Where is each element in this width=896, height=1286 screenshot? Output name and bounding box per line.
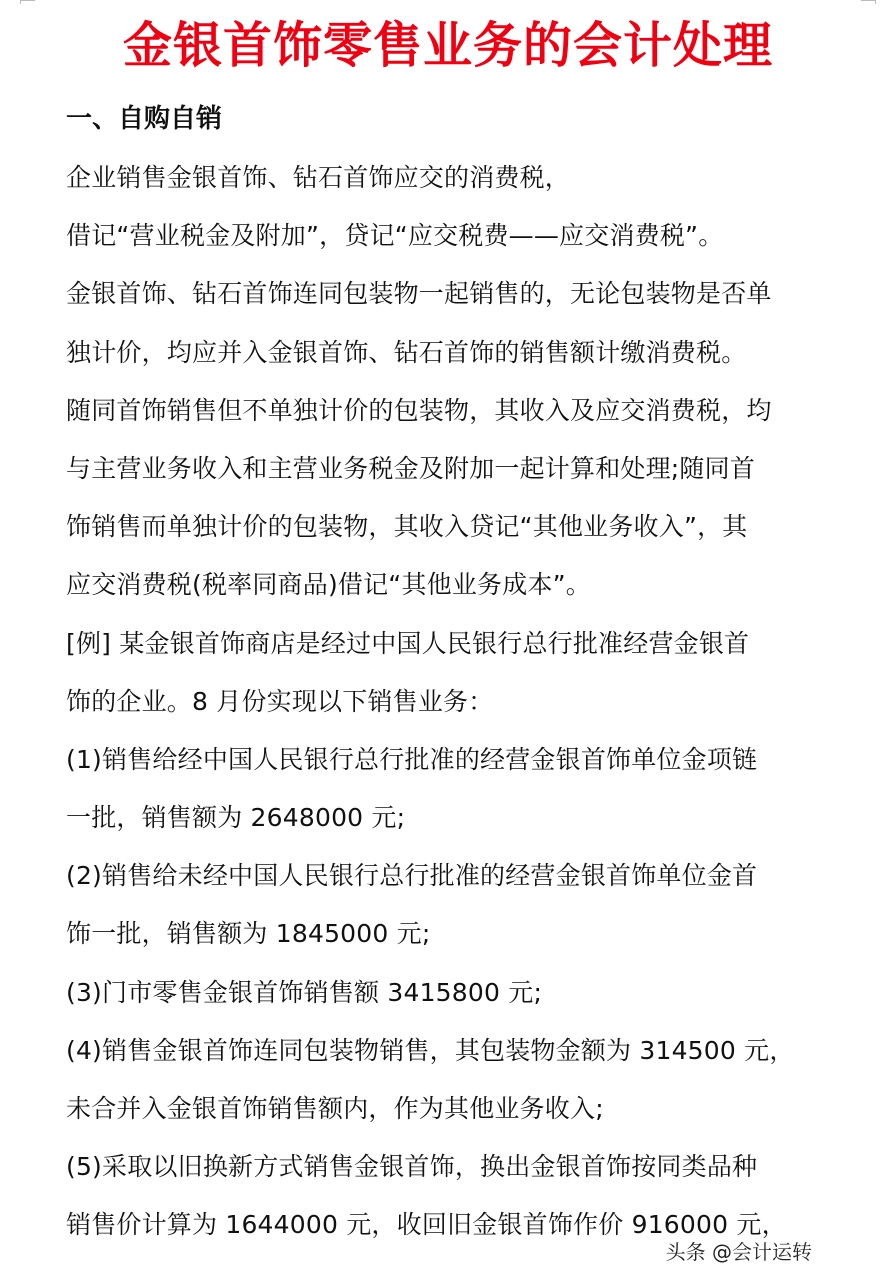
page-corner-mark <box>861 0 876 4</box>
section-heading: 一、自购自销 <box>66 104 223 134</box>
paragraph-line: 一批，销售额为 2648000 元; <box>66 803 406 833</box>
paragraph-line: 饰销售而单独计价的包装物，其收入贷记“其他业务收入”，其 <box>66 512 748 542</box>
paragraph-line: (1)销售给经中国人民银行总行批准的经营金银首饰单位金项链 <box>66 744 758 774</box>
paragraph-line: 与主营业务收入和主营业务税金及附加一起计算和处理;随同首 <box>66 453 756 483</box>
paragraph-line: (3)门市零售金银首饰销售额 3415800 元; <box>66 977 543 1007</box>
document-title: 金银首饰零售业务的会计处理 <box>122 17 773 74</box>
paragraph-line: 应交消费税(税率同商品)借记“其他业务成本”。 <box>66 570 592 600</box>
paragraph-line: (4)销售金银首饰连同包装物销售，其包装物金额为 314500 元， <box>66 1035 795 1065</box>
paragraph-line: (5)采取以旧换新方式销售金银首饰，换出金银首饰按同类品种 <box>66 1152 758 1182</box>
body-text <box>66 155 866 1261</box>
paragraph-line: 企业销售金银首饰、钻石首饰应交的消费税， <box>66 163 571 192</box>
watermark: 头条 @会计运转 <box>665 1240 812 1264</box>
paragraph-line: 随同首饰销售但不单独计价的包装物，其收入及应交消费税，均 <box>66 395 772 425</box>
paragraph-line: 饰的企业。8 月份实现以下销售业务： <box>66 686 494 716</box>
paragraph-line: [例] 某金银首饰商店是经过中国人民银行总行批准经营金银首 <box>66 628 750 658</box>
paragraph-line: 金银首饰、钻石首饰连同包装物一起销售的，无论包装物是否单 <box>66 279 772 309</box>
paragraph-line: 借记“营业税金及附加”，贷记“应交税费——应交消费税”。 <box>66 221 724 251</box>
paragraph-line: 未合并入金银首饰销售额内，作为其他业务收入; <box>66 1094 604 1123</box>
paragraph-line: 饰一批，销售额为 1845000 元; <box>66 919 431 949</box>
page-corner-mark <box>20 0 35 4</box>
paragraph-line: (2)销售给未经中国人民银行总行批准的经营金银首饰单位金首 <box>66 861 758 891</box>
paragraph-line: 独计价，均应并入金银首饰、钻石首饰的销售额计缴消费税。 <box>66 337 747 367</box>
paragraph-line: 销售价计算为 1644000 元，收回旧金银首饰作价 916000 元， <box>66 1210 787 1240</box>
